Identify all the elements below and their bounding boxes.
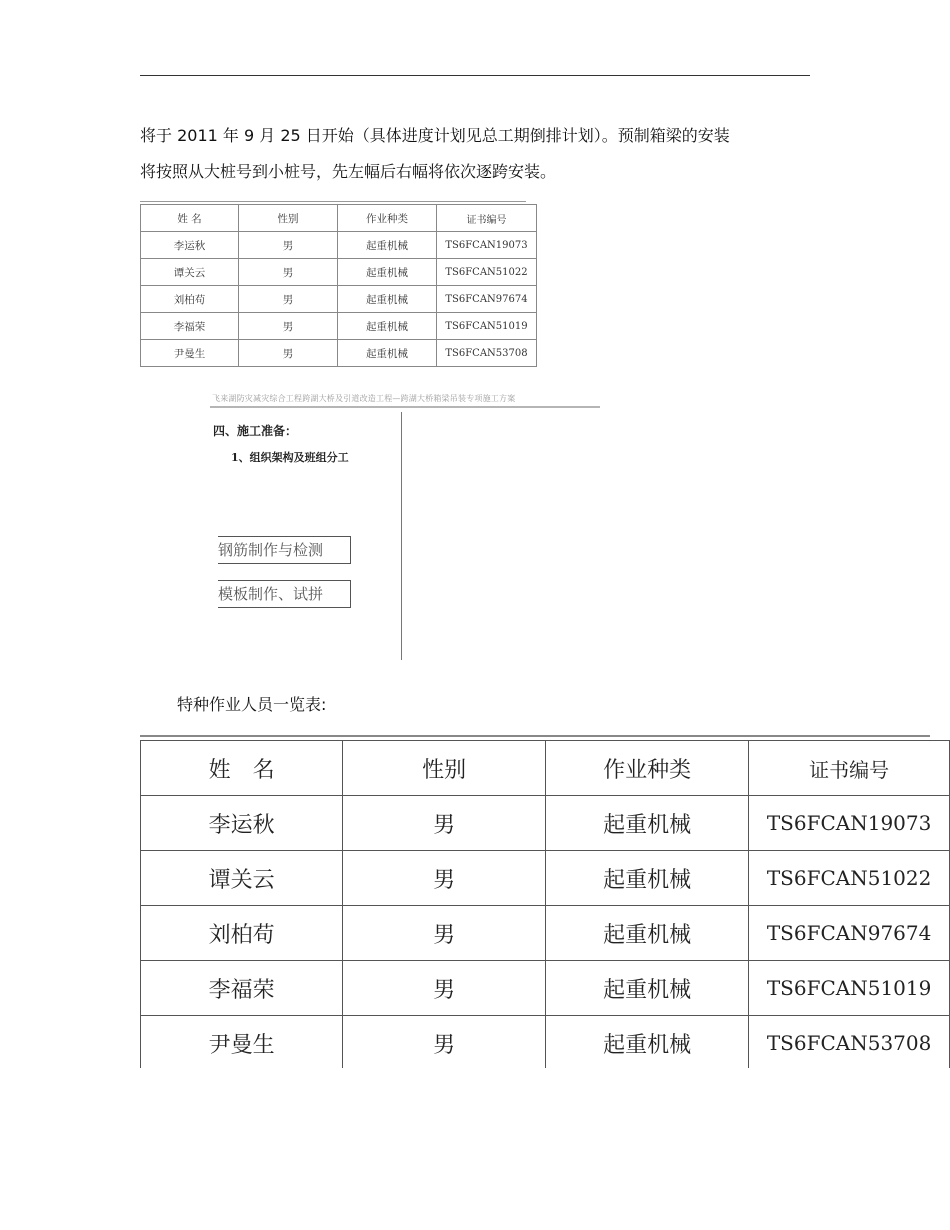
cell-work-type: 起重机械 — [546, 906, 749, 961]
table-row — [141, 1016, 950, 1069]
cell-name: 谭关云 — [141, 259, 239, 286]
cell-name: 李运秋 — [141, 232, 239, 259]
paragraph-line-1: 将于 2011 年 9 月 25 日开始（具体进度计划见总工期倒排计划）。预制箱梁的安装 — [140, 126, 730, 145]
cell-gender: 男 — [239, 259, 338, 286]
cell-work-type: 起重机械 — [338, 286, 437, 313]
cell-certificate: TS6FCAN51022 — [437, 259, 537, 286]
cell-work-type: 起重机械 — [546, 796, 749, 851]
table-caption: 特种作业人员一览表: — [177, 695, 327, 714]
cell-gender: 男 — [343, 1016, 546, 1069]
column-header-work-type: 作业种类 — [338, 205, 437, 232]
section-title: 四、施工准备： — [213, 424, 298, 438]
column-header-gender: 性别 — [239, 205, 338, 232]
table-row — [141, 961, 950, 1016]
cell-certificate: TS6FCAN53708 — [749, 1016, 950, 1069]
column-header-name: 姓 名 — [141, 741, 343, 796]
org-box-label: 钢筋制作与检测 — [218, 541, 324, 559]
org-box-label: 模板制作、试拼 — [218, 585, 324, 603]
personnel-table — [140, 740, 950, 1068]
column-header-name: 姓 名 — [141, 205, 239, 232]
cell-certificate: TS6FCAN51019 — [749, 961, 950, 1016]
embedded-page-header: 飞来湖防灾减灾综合工程跨湖大桥及引道改造工程—跨湖大桥箱梁吊装专项施工方案 — [212, 394, 516, 403]
paragraph-line-2: 将按照从大桩号到小桩号，先左幅后右幅将依次逐跨安装。 — [140, 162, 557, 181]
column-header-certificate: 证书编号 — [749, 741, 950, 796]
cell-name: 尹曼生 — [141, 1016, 343, 1069]
cell-work-type: 起重机械 — [546, 1016, 749, 1069]
cell-gender: 男 — [239, 286, 338, 313]
cell-certificate: TS6FCAN97674 — [749, 906, 950, 961]
cell-name: 刘柏苟 — [141, 286, 239, 313]
cell-name: 李运秋 — [141, 796, 343, 851]
cell-work-type: 起重机械 — [338, 232, 437, 259]
table-header-row — [141, 741, 950, 796]
cell-name: 李福荣 — [141, 961, 343, 1016]
cell-work-type: 起重机械 — [338, 340, 437, 367]
cell-certificate: TS6FCAN97674 — [437, 286, 537, 313]
cell-certificate: TS6FCAN19073 — [437, 232, 537, 259]
table-row — [141, 906, 950, 961]
cell-gender: 男 — [239, 313, 338, 340]
cell-certificate: TS6FCAN51022 — [749, 851, 950, 906]
cell-certificate: TS6FCAN53708 — [437, 340, 537, 367]
cell-name: 尹曼生 — [141, 340, 239, 367]
cell-certificate: TS6FCAN19073 — [749, 796, 950, 851]
cell-work-type: 起重机械 — [338, 259, 437, 286]
cell-gender: 男 — [239, 232, 338, 259]
subsection-title: 1、组织架构及班组分工 — [231, 451, 349, 464]
cell-name: 谭关云 — [141, 851, 343, 906]
big-table-top-rule — [140, 735, 930, 737]
cell-gender: 男 — [343, 906, 546, 961]
cell-work-type: 起重机械 — [546, 961, 749, 1016]
cell-gender: 男 — [239, 340, 338, 367]
cell-gender: 男 — [343, 961, 546, 1016]
cell-gender: 男 — [343, 851, 546, 906]
cell-work-type: 起重机械 — [338, 313, 437, 340]
column-header-work-type: 作业种类 — [546, 741, 749, 796]
cell-name: 刘柏苟 — [141, 906, 343, 961]
column-header-gender: 性别 — [343, 741, 546, 796]
table-row — [141, 851, 950, 906]
cell-name: 李福荣 — [141, 313, 239, 340]
cell-certificate: TS6FCAN51019 — [437, 313, 537, 340]
cell-work-type: 起重机械 — [546, 851, 749, 906]
table-row — [141, 796, 950, 851]
cell-gender: 男 — [343, 796, 546, 851]
column-header-certificate: 证书编号 — [437, 205, 537, 232]
